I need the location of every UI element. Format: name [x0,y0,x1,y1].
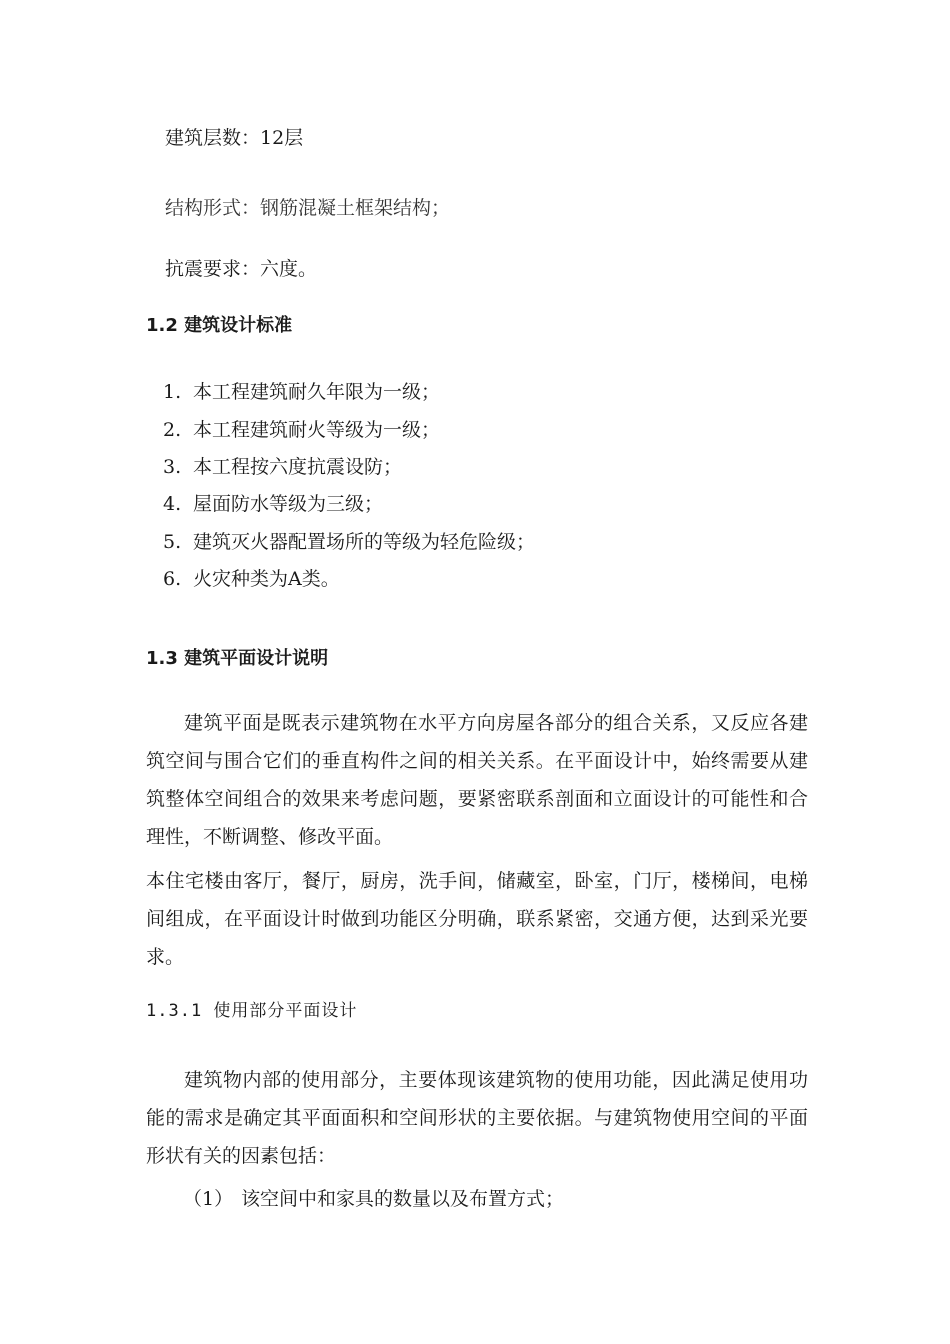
factor-item-number: （1） [183,1188,234,1210]
list-item-number: 5. [163,531,182,553]
plan-design-paragraph: 建筑平面是既表示建筑物在水平方向房屋各部分的组合关系，又反应各建筑空间与围合它们的垂直构件之间的相关关系。在平面设计中，始终需要从建筑整体空间组合的效果来考虑问题，要紧密联系剖面和立面设计的可能性和合理性，不断调整、修改平面。 [146,712,808,848]
list-item [163,570,340,589]
list-item-number: 3. [163,456,182,478]
seismic-line: 抗震要求：六度。 [165,258,318,280]
usage-paragraph: 建筑物内部的使用部分，主要体现该建筑物的使用功能，因此满足使用功能的需求是确定其平面面积和空间形状的主要依据。与建筑物使用空间的平面形状有关的因素包括： [146,1069,808,1167]
list-item-number: 4. [163,493,182,515]
list-item-text: 建筑灭火器配置场所的等级为轻危险级； [193,531,536,553]
list-item-number: 2. [163,419,182,441]
section-1-2-heading: 1.2 建筑设计标准 [146,315,293,336]
list-item [163,458,402,477]
list-item-text: 本工程建筑耐火等级为一级； [193,419,441,441]
list-item-text: 本工程按六度抗震设防； [193,456,403,478]
list-item-number: 6. [163,568,182,590]
rooms-paragraph: 本住宅楼由客厅，餐厅，厨房，洗手间，储藏室，卧室，门厅，楼梯间，电梯间组成，在平面设计时做到功能区分明确，联系紧密，交通方便，达到采光要求。 [146,870,808,968]
section-1-3-heading: 1.3 建筑平面设计说明 [146,648,329,669]
list-item [163,533,535,552]
list-item [163,383,440,402]
list-item-number: 1. [163,381,182,403]
structure-line: 结构形式：钢筋混凝土框架结构； [165,197,451,219]
list-item-text: 火灾种类为A类。 [193,568,340,590]
floors-line: 建筑层数：12层 [165,127,304,149]
list-item [163,421,440,440]
factor-item [183,1190,564,1209]
factor-item-text: 该空间中和家具的数量以及布置方式； [241,1188,565,1210]
section-1-3-1-heading: 1.3.1 使用部分平面设计 [146,1001,358,1021]
list-item-text: 屋面防水等级为三级； [193,493,384,515]
list-item-text: 本工程建筑耐久年限为一级； [193,381,441,403]
list-item [163,495,383,514]
